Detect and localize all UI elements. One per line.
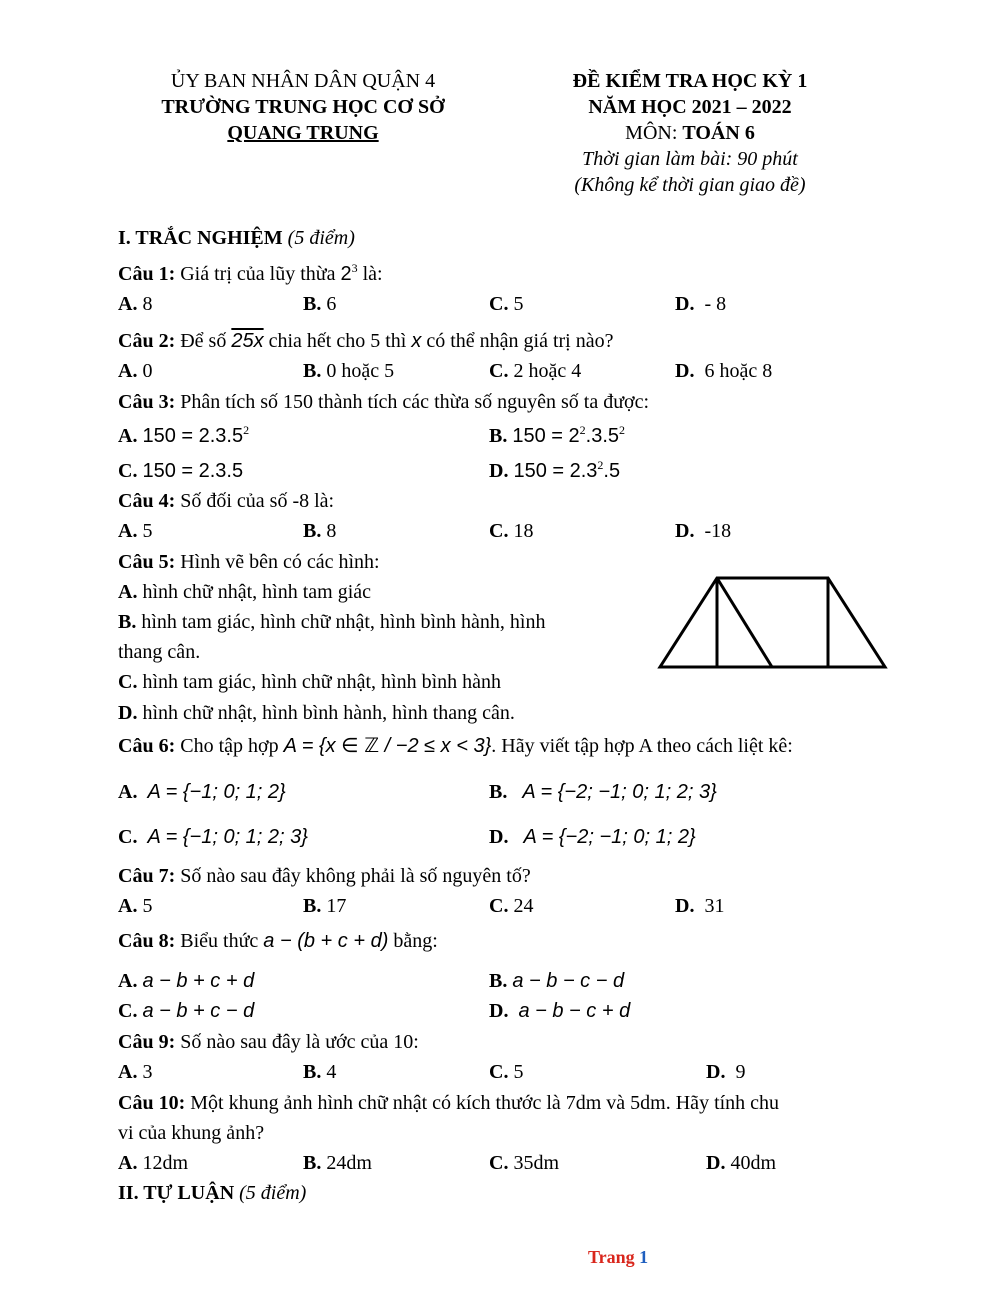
option-text: 5	[142, 895, 153, 917]
question-10-text-2: vi của khung ảnh?	[118, 1122, 265, 1144]
question-6-label: Câu 6:	[118, 735, 176, 757]
option-text: 0 hoặc 5	[326, 360, 395, 382]
q3-option-a	[118, 423, 250, 447]
option-text: 5	[513, 1061, 524, 1083]
q6-option-d	[489, 827, 696, 847]
q7-option-b	[303, 896, 346, 916]
option-label: D.	[675, 360, 695, 382]
district-name: ỦY BAN NHÂN DÂN QUẬN 4	[170, 70, 436, 92]
q8-option-a	[118, 971, 254, 991]
q9-option-a	[118, 1062, 152, 1082]
q10-option-c	[489, 1153, 559, 1173]
question-7-text: Số nào sau đây không phải là số nguyên tố?	[180, 865, 531, 887]
question-8-text-b: bằng:	[388, 930, 438, 952]
option-text: 9	[735, 1061, 746, 1083]
option-label: D.	[706, 1152, 726, 1174]
option-text: a − b + c − d	[142, 1000, 255, 1022]
question-5-label: Câu 5:	[118, 551, 176, 573]
option-label: D.	[706, 1061, 726, 1083]
option-text: hình tam giác, hình chữ nhật, hình bình hành	[142, 671, 502, 693]
option-label: C.	[118, 826, 138, 848]
option-text: .5	[603, 460, 621, 482]
question-1-text-a: Giá trị của lũy thừa	[180, 263, 341, 285]
option-text: - 8	[704, 293, 727, 315]
diagonal	[717, 578, 772, 667]
option-label: D.	[675, 520, 695, 542]
option-text: .3.5	[585, 425, 619, 447]
section-1-points: (5 điểm)	[287, 227, 355, 249]
option-text: 6	[326, 293, 337, 315]
q1-option-d	[675, 294, 726, 314]
trapezoid-figure	[650, 570, 895, 675]
question-2	[118, 331, 613, 351]
option-text: 4	[326, 1061, 337, 1083]
power-exponent: 3	[351, 261, 358, 275]
question-2-text-a: Để số	[180, 330, 232, 352]
q10-option-a	[118, 1153, 188, 1173]
q1-option-b	[303, 294, 336, 314]
option-label: A.	[118, 895, 138, 917]
power-base: 2	[340, 263, 352, 285]
option-text: 17	[326, 895, 347, 917]
option-label: B.	[489, 425, 508, 447]
exam-time: Thời gian làm bài: 90 phút	[582, 148, 798, 170]
option-text: hình chữ nhật, hình tam giác	[142, 581, 372, 603]
option-label: D.	[675, 895, 695, 917]
question-2-text-b: chia hết cho 5 thì	[263, 330, 412, 352]
subject: TOÁN 6	[682, 122, 755, 144]
option-text: 8	[326, 520, 337, 542]
option-label: D.	[489, 1000, 509, 1022]
question-5	[118, 552, 380, 572]
option-text: A = {−1; 0; 1; 2}	[147, 781, 286, 803]
option-text: 12dm	[142, 1152, 189, 1174]
option-text: 35dm	[513, 1152, 560, 1174]
question-9	[118, 1032, 419, 1052]
q9-option-d	[706, 1062, 745, 1082]
option-label: B.	[303, 520, 322, 542]
question-10-label: Câu 10:	[118, 1092, 186, 1114]
q2-option-a	[118, 361, 152, 381]
question-9-text: Số nào sau đây là ước của 10:	[180, 1031, 419, 1053]
option-label: B.	[489, 781, 508, 803]
q2-option-d	[675, 361, 772, 381]
option-label: A.	[118, 293, 138, 315]
q5-option-c	[118, 672, 501, 692]
option-label: A.	[118, 425, 138, 447]
question-8-text-a: Biểu thức	[180, 930, 264, 952]
page-footer	[588, 1248, 648, 1266]
option-label: B.	[303, 1061, 322, 1083]
option-text: a − b + c + d	[142, 970, 255, 992]
q6-option-c	[118, 827, 308, 847]
question-1	[118, 261, 383, 285]
q5-option-d	[118, 703, 515, 723]
option-text: 5	[513, 293, 524, 315]
option-text: a − b − c + d	[518, 1000, 631, 1022]
q7-option-d	[675, 896, 724, 916]
exam-header	[530, 68, 850, 198]
question-10-text-1: Một khung ảnh hình chữ nhật có kích thước là 7dm và 5dm. Hãy tính chu	[190, 1092, 780, 1114]
q9-option-c	[489, 1062, 523, 1082]
option-label: B.	[303, 895, 322, 917]
q2-option-b	[303, 361, 394, 381]
school-type: TRƯỜNG TRUNG HỌC CƠ SỞ	[161, 96, 445, 118]
option-label: C.	[489, 1061, 509, 1083]
school-name: QUANG TRUNG	[227, 122, 379, 144]
overlined-number: 25x	[231, 330, 264, 352]
section-2-points: (5 điểm)	[239, 1182, 307, 1204]
q7-option-a	[118, 896, 152, 916]
q5-option-a	[118, 582, 371, 602]
option-text: A = {−2; −1; 0; 1; 2; 3}	[522, 781, 717, 803]
q5-option-b	[118, 612, 545, 632]
option-text: A = {−2; −1; 0; 1; 2}	[523, 826, 696, 848]
option-text: hình chữ nhật, hình bình hành, hình thang cân.	[142, 702, 515, 724]
option-label: B.	[118, 611, 137, 633]
option-label: A.	[118, 520, 138, 542]
question-10	[118, 1093, 779, 1113]
option-text: -18	[704, 520, 732, 542]
question-1-text-b: là:	[357, 263, 383, 285]
option-label: A.	[118, 1152, 138, 1174]
option-text: 3	[142, 1061, 153, 1083]
option-label: B.	[303, 360, 322, 382]
question-7-label: Câu 7:	[118, 865, 176, 887]
q10-option-b	[303, 1153, 372, 1173]
option-text: A = {−1; 0; 1; 2; 3}	[147, 826, 308, 848]
option-text: 18	[513, 520, 534, 542]
q8-option-d	[489, 1001, 630, 1021]
page-number: 1	[639, 1247, 649, 1267]
option-label: B.	[303, 1152, 322, 1174]
question-8	[118, 931, 438, 951]
q8-option-b	[489, 971, 624, 991]
option-text: 150 = 2.3.5	[142, 460, 244, 482]
page-word: Trang	[588, 1247, 635, 1267]
option-text: 5	[142, 520, 153, 542]
q9-option-b	[303, 1062, 336, 1082]
option-label: A.	[118, 970, 138, 992]
question-10-cont	[118, 1123, 264, 1143]
option-label: C.	[489, 360, 509, 382]
option-text: 31	[704, 895, 725, 917]
section-1-title	[118, 228, 355, 248]
option-text: 150 = 2	[512, 425, 580, 447]
question-6-text-a: Cho tập hợp	[180, 735, 284, 757]
q3-option-d	[489, 458, 621, 482]
school-year: NĂM HỌC 2021 – 2022	[588, 96, 792, 118]
question-9-label: Câu 9:	[118, 1031, 176, 1053]
q4-option-a	[118, 521, 152, 541]
option-label: D.	[118, 702, 138, 724]
option-label: A.	[118, 781, 138, 803]
option-text: 24dm	[326, 1152, 372, 1174]
q7-option-c	[489, 896, 533, 916]
option-label: C.	[489, 1152, 509, 1174]
question-3-text: Phân tích số 150 thành tích các thừa số nguyên số ta được:	[180, 391, 650, 413]
question-5-text: Hình vẽ bên có các hình:	[180, 551, 380, 573]
question-4-label: Câu 4:	[118, 490, 176, 512]
option-text: 150 = 2.3	[513, 460, 598, 482]
question-6-text-b: . Hãy viết tập hợp A theo cách liệt kê:	[491, 735, 793, 757]
q2-option-c	[489, 361, 581, 381]
q4-option-b	[303, 521, 336, 541]
option-text: 150 = 2.3.5	[142, 425, 244, 447]
exponent: 2	[243, 423, 250, 437]
subject-line	[530, 120, 850, 146]
trapezoid-outline	[660, 578, 885, 667]
exponent: 2	[579, 423, 586, 437]
question-2-text-c: có thể nhận giá trị nào?	[421, 330, 614, 352]
option-label: C.	[118, 1000, 138, 1022]
option-text: 6 hoặc 8	[704, 360, 773, 382]
question-7	[118, 866, 531, 886]
exponent: 2	[597, 458, 604, 472]
option-text: 24	[513, 895, 534, 917]
subject-prefix: MÔN:	[625, 122, 683, 144]
q1-option-a	[118, 294, 152, 314]
option-text: thang cân.	[118, 641, 201, 663]
option-label: C.	[118, 460, 138, 482]
option-text: 40dm	[730, 1152, 777, 1174]
q3-option-b	[489, 423, 625, 447]
expression: a − (b + c + d)	[263, 930, 389, 952]
option-label: A.	[118, 581, 138, 603]
option-text: hình tam giác, hình chữ nhật, hình bình hành, hình	[141, 611, 546, 633]
option-label: C.	[118, 671, 138, 693]
q1-option-c	[489, 294, 523, 314]
q8-option-c	[118, 1001, 254, 1021]
q5-option-b-cont	[118, 642, 200, 662]
option-label: A.	[118, 1061, 138, 1083]
q6-option-a	[118, 782, 286, 802]
question-3-label: Câu 3:	[118, 391, 176, 413]
option-label: C.	[489, 520, 509, 542]
option-text: a − b − c − d	[512, 970, 625, 992]
option-label: B.	[489, 970, 508, 992]
question-3	[118, 392, 649, 412]
option-label: A.	[118, 360, 138, 382]
question-1-label: Câu 1:	[118, 263, 176, 285]
section-1-heading: I. TRẮC NGHIỆM	[118, 227, 283, 249]
set-definition: A = {x ∈ ℤ / −2 ≤ x < 3}	[283, 735, 492, 757]
section-2-title	[118, 1183, 306, 1203]
q10-option-d	[706, 1153, 776, 1173]
question-8-label: Câu 8:	[118, 930, 176, 952]
question-2-label: Câu 2:	[118, 330, 176, 352]
option-label: D.	[489, 826, 509, 848]
option-text: 2 hoặc 4	[513, 360, 582, 382]
option-text: 8	[142, 293, 153, 315]
option-label: C.	[489, 293, 509, 315]
question-4	[118, 491, 334, 511]
option-label: C.	[489, 895, 509, 917]
school-header	[118, 68, 488, 146]
q6-option-b	[489, 782, 717, 802]
option-label: B.	[303, 293, 322, 315]
variable-x: x	[411, 330, 422, 352]
q4-option-d	[675, 521, 731, 541]
section-2-heading: II. TỰ LUẬN	[118, 1182, 235, 1204]
exam-time-note: (Không kể thời gian giao đề)	[574, 174, 806, 196]
option-text: 0	[142, 360, 153, 382]
question-4-text: Số đối của số -8 là:	[180, 490, 335, 512]
option-label: D.	[489, 460, 509, 482]
option-label: D.	[675, 293, 695, 315]
exponent: 2	[619, 423, 625, 437]
question-6	[118, 736, 793, 756]
exam-title: ĐỀ KIỂM TRA HỌC KỲ 1	[572, 70, 808, 92]
q4-option-c	[489, 521, 533, 541]
q3-option-c	[118, 461, 243, 481]
